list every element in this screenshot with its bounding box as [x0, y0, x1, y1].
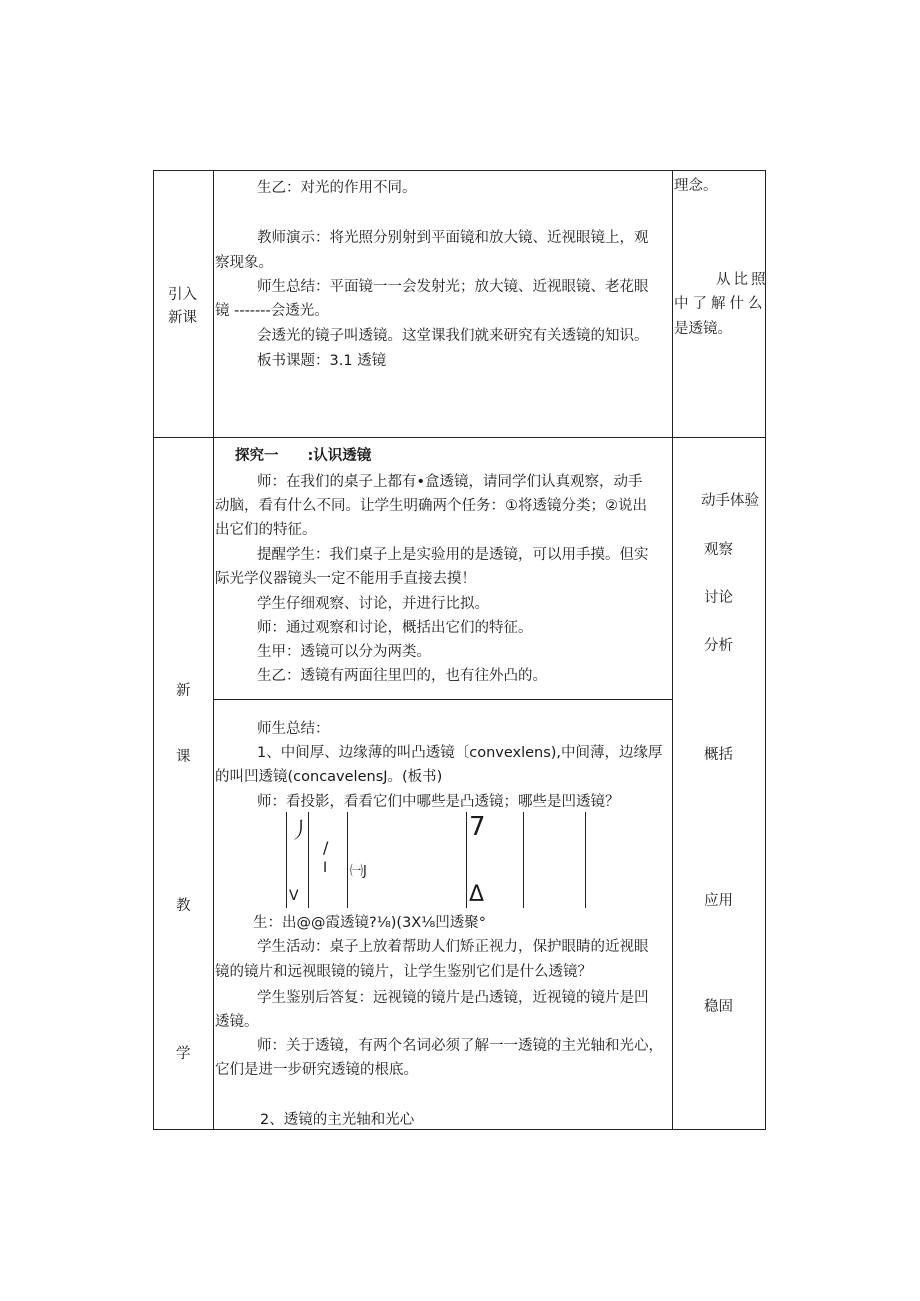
body-line: 会透光的镜子叫透镜。这堂课我们就来研究有关透镜的知识。 [257, 328, 649, 344]
table-row-divider [153, 437, 766, 438]
note-line: 应用 [704, 893, 733, 909]
section-label-intro-1: 引入 [168, 287, 197, 303]
body-line: 1、中间厚、边缘薄的叫凸透镜〔convexlens),中间薄，边缘厚 [257, 745, 663, 761]
figure-line [466, 812, 467, 908]
figure-glyph: Δ [469, 882, 485, 907]
figure-glyph: / [323, 838, 329, 857]
table-border-bottom [153, 1129, 766, 1130]
body-line: 教师演示：将光照分别射到平面镜和放大镜、近视眼镜上，观 [257, 230, 649, 246]
body-line: 出它们的特征。 [215, 522, 317, 538]
figure-glyph: I [323, 860, 328, 876]
body-line: 察现象。 [215, 255, 273, 271]
table-divider-right [672, 170, 673, 1130]
figure-glyph: V [289, 888, 299, 904]
body-line: 师：通过观察和讨论，概括出它们的特征。 [257, 620, 533, 636]
body-line: 际光学仪器镜头一定不能用手直接去摸！ [215, 571, 476, 587]
body-line: 镜的镜片和远视眼镜的镜片，让学生鉴别它们是什么透镜？ [215, 964, 592, 980]
body-line: 生：出@@霞透镜?⅛)(3X⅛凹透聚° [253, 915, 487, 931]
body-line: 生甲：透镜可以分为两类。 [257, 644, 431, 660]
lens-figure [280, 812, 600, 910]
body-line: 它们是进一步研究透镜的根底。 [215, 1062, 418, 1078]
note-line: 从比照 [716, 272, 769, 288]
figure-glyph: 丿 [289, 819, 312, 844]
explore-heading: 探究一 :认识透镜 [235, 448, 372, 464]
figure-glyph: 7 [469, 812, 486, 842]
body-line: 学生仔细观察、讨论，并进行比拟。 [257, 596, 489, 612]
note-line: 稳固 [704, 999, 733, 1015]
body-line: 学生鉴别后答复：远视镜的镜片是凸透镜，近视镜的镜片是凹 [257, 990, 649, 1006]
figure-glyph: ㈠J [350, 864, 367, 879]
body-line: 动脑，看有什么不同。让学生明确两个任务：①将透镜分类；②说出 [215, 498, 647, 514]
table-border-left [153, 170, 154, 1130]
body-line: 师：看投影，看看它们中哪些是凸透镜；哪些是凹透镜？ [257, 794, 620, 810]
body-line: 师生总结：平面镜一一会发射光；放大镜、近视眼镜、老花眼 [257, 279, 649, 295]
figure-line [523, 812, 524, 908]
note-line: 观察 [704, 542, 733, 558]
note-line: 讨论 [704, 590, 733, 606]
note-line: 是透镜。 [674, 321, 732, 337]
table-border-right [765, 170, 766, 1130]
note-line: 理念。 [674, 178, 718, 194]
body-line: 生乙：对光的作用不同。 [257, 180, 417, 196]
note-line: 动手体验 [701, 493, 759, 509]
figure-line [347, 812, 348, 908]
body-line: 2、透镜的主光轴和光心 [260, 1112, 415, 1128]
note-line: 概括 [704, 747, 733, 763]
body-line: 镜 -------会透光。 [215, 303, 329, 319]
note-line: 分析 [704, 638, 733, 654]
section-label-new-lesson-2: 课 [176, 749, 191, 765]
body-line: 师：关于透镜，有两个名词必须了解一一透镜的主光轴和光心， [257, 1038, 663, 1054]
table-inner-divider [213, 699, 673, 700]
body-line: 学生活动：桌子上放着帮助人们矫正视力，保护眼睛的近视眼 [257, 939, 649, 955]
body-line: 师：在我们的桌子上都有•盒透镜，请同学们认真观察，动手 [257, 474, 643, 490]
body-line: 生乙：透镜有两面往里凹的，也有往外凸的。 [257, 668, 547, 684]
figure-line [286, 812, 287, 908]
body-line: 透镜。 [215, 1014, 259, 1030]
section-label-intro-2: 新课 [168, 310, 197, 326]
section-label-new-lesson-3: 教 [176, 898, 191, 914]
section-label-new-lesson-1: 新 [176, 683, 191, 699]
note-line: 中了解什么 [674, 296, 767, 312]
body-line: 提醒学生：我们桌子上是实验用的是透镜，可以用手摸。但实 [257, 547, 649, 563]
body-line: 板书课题：3.1 透镜 [257, 353, 387, 369]
table-border-top [153, 170, 766, 171]
body-line: 的叫凹透镜(concavelensJ。(板书) [215, 769, 443, 785]
figure-line [585, 812, 586, 908]
body-line: 师生总结： [257, 721, 330, 737]
table-divider-left [213, 170, 214, 1130]
section-label-new-lesson-4: 学 [176, 1046, 191, 1062]
